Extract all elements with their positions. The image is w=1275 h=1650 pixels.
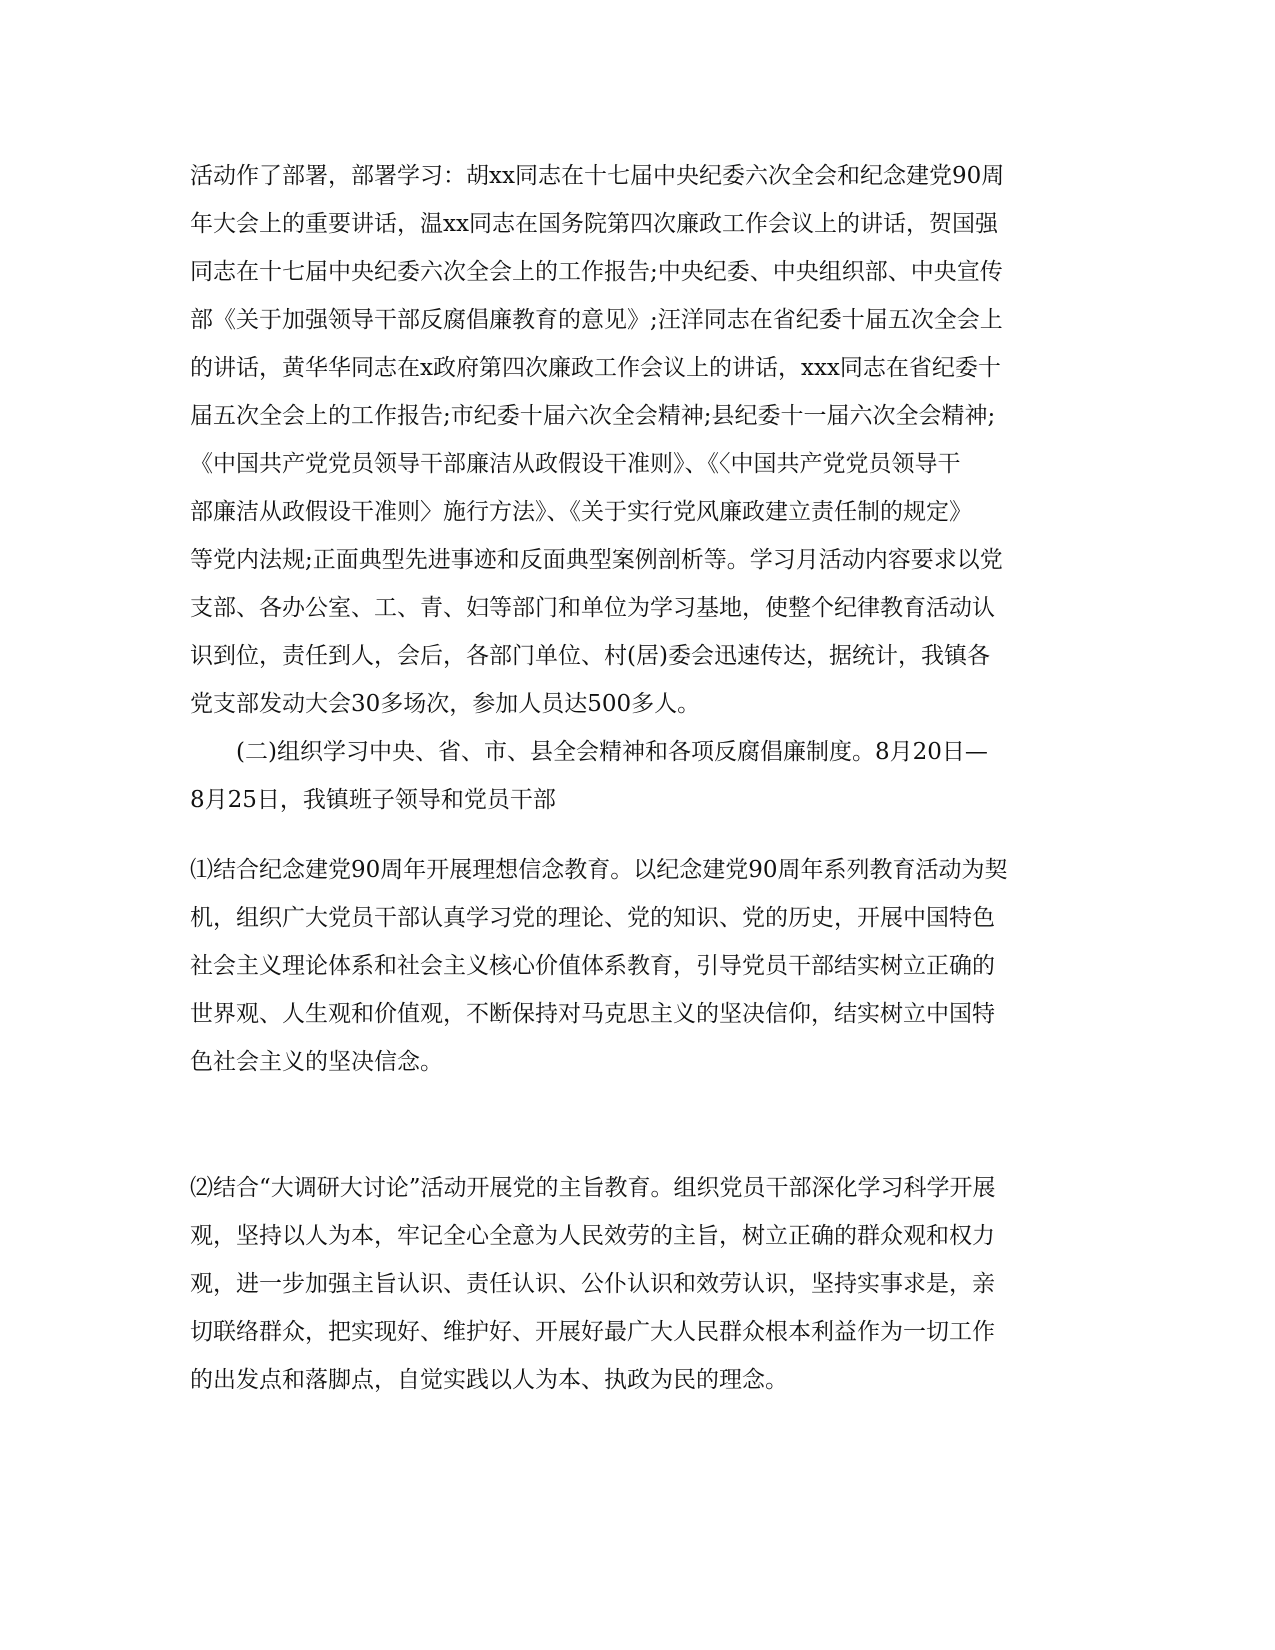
text-line: 的出发点和落脚点，自觉实践以人为本、执政为民的理念。 — [190, 1367, 788, 1393]
text-line: 年大会上的重要讲话，温xx同志在国务院第四次廉政工作会议上的讲话，贺国强 — [190, 211, 998, 237]
text-line: 的讲话，黄华华同志在x政府第四次廉政工作会议上的讲话，xxx同志在省纪委十 — [190, 355, 1001, 381]
text-line: 识到位，责任到人，会后，各部门单位、村(居)委会迅速传达，据统计，我镇各 — [190, 643, 990, 669]
text-line: 色社会主义的坚决信念。 — [190, 1049, 443, 1075]
paragraph-item-one — [190, 846, 1090, 1086]
text-line: 党支部发动大会30多场次，参加人员达500多人。 — [190, 691, 701, 717]
text-line: 观，坚持以人为本，牢记全心全意为人民效劳的主旨，树立正确的群众观和权力 — [190, 1223, 995, 1249]
text-line: 《中国共产党党员领导干部廉洁从政假设干准则》、《〈中国共产党党员领导干 — [190, 451, 961, 477]
text-line: 部《关于加强领导干部反腐倡廉教育的意见》;汪洋同志在省纪委十届五次全会上 — [190, 307, 1003, 333]
text-line: (二)组织学习中央、省、市、县全会精神和各项反腐倡廉制度。8月20日— — [236, 739, 988, 765]
text-line: 等党内法规;正面典型先进事迹和反面典型案例剖析等。学习月活动内容要求以党 — [190, 547, 1003, 573]
text-line: 机，组织广大党员干部认真学习党的理论、党的知识、党的历史，开展中国特色 — [190, 905, 995, 931]
paragraph-section-two — [190, 728, 1090, 824]
text-line: 观，进一步加强主旨认识、责任认识、公仆认识和效劳认识，坚持实事求是，亲 — [190, 1271, 995, 1297]
text-line: 切联络群众，把实现好、维护好、开展好最广大人民群众根本利益作为一切工作 — [190, 1319, 995, 1345]
text-line: 社会主义理论体系和社会主义核心价值体系教育，引导党员干部结实树立正确的 — [190, 953, 995, 979]
text-line: 世界观、人生观和价值观，不断保持对马克思主义的坚决信仰，结实树立中国特 — [190, 1001, 995, 1027]
text-line: 届五次全会上的工作报告;市纪委十届六次全会精神;县纪委十一届六次全会精神; — [190, 403, 996, 429]
text-line: 同志在十七届中央纪委六次全会上的工作报告;中央纪委、中央组织部、中央宣传 — [190, 259, 1003, 285]
text-line: ⑵结合“大调研大讨论”活动开展党的主旨教育。组织党员干部深化学习科学开展 — [190, 1175, 996, 1201]
text-line: 8月25日，我镇班子领导和党员干部 — [190, 787, 556, 813]
text-line: 支部、各办公室、工、青、妇等部门和单位为学习基地，使整个纪律教育活动认 — [190, 595, 995, 621]
paragraph-deployment — [190, 152, 1090, 728]
text-line: 活动作了部署，部署学习：胡xx同志在十七届中央纪委六次全会和纪念建党90周 — [190, 163, 1005, 189]
text-line: 部廉洁从政假设干准则〉施行方法》、《关于实行党风廉政建立责任制的规定》 — [190, 499, 972, 525]
text-line: ⑴结合纪念建党90周年开展理想信念教育。以纪念建党90周年系列教育活动为契 — [190, 857, 1008, 883]
paragraph-item-two — [190, 1164, 1090, 1404]
